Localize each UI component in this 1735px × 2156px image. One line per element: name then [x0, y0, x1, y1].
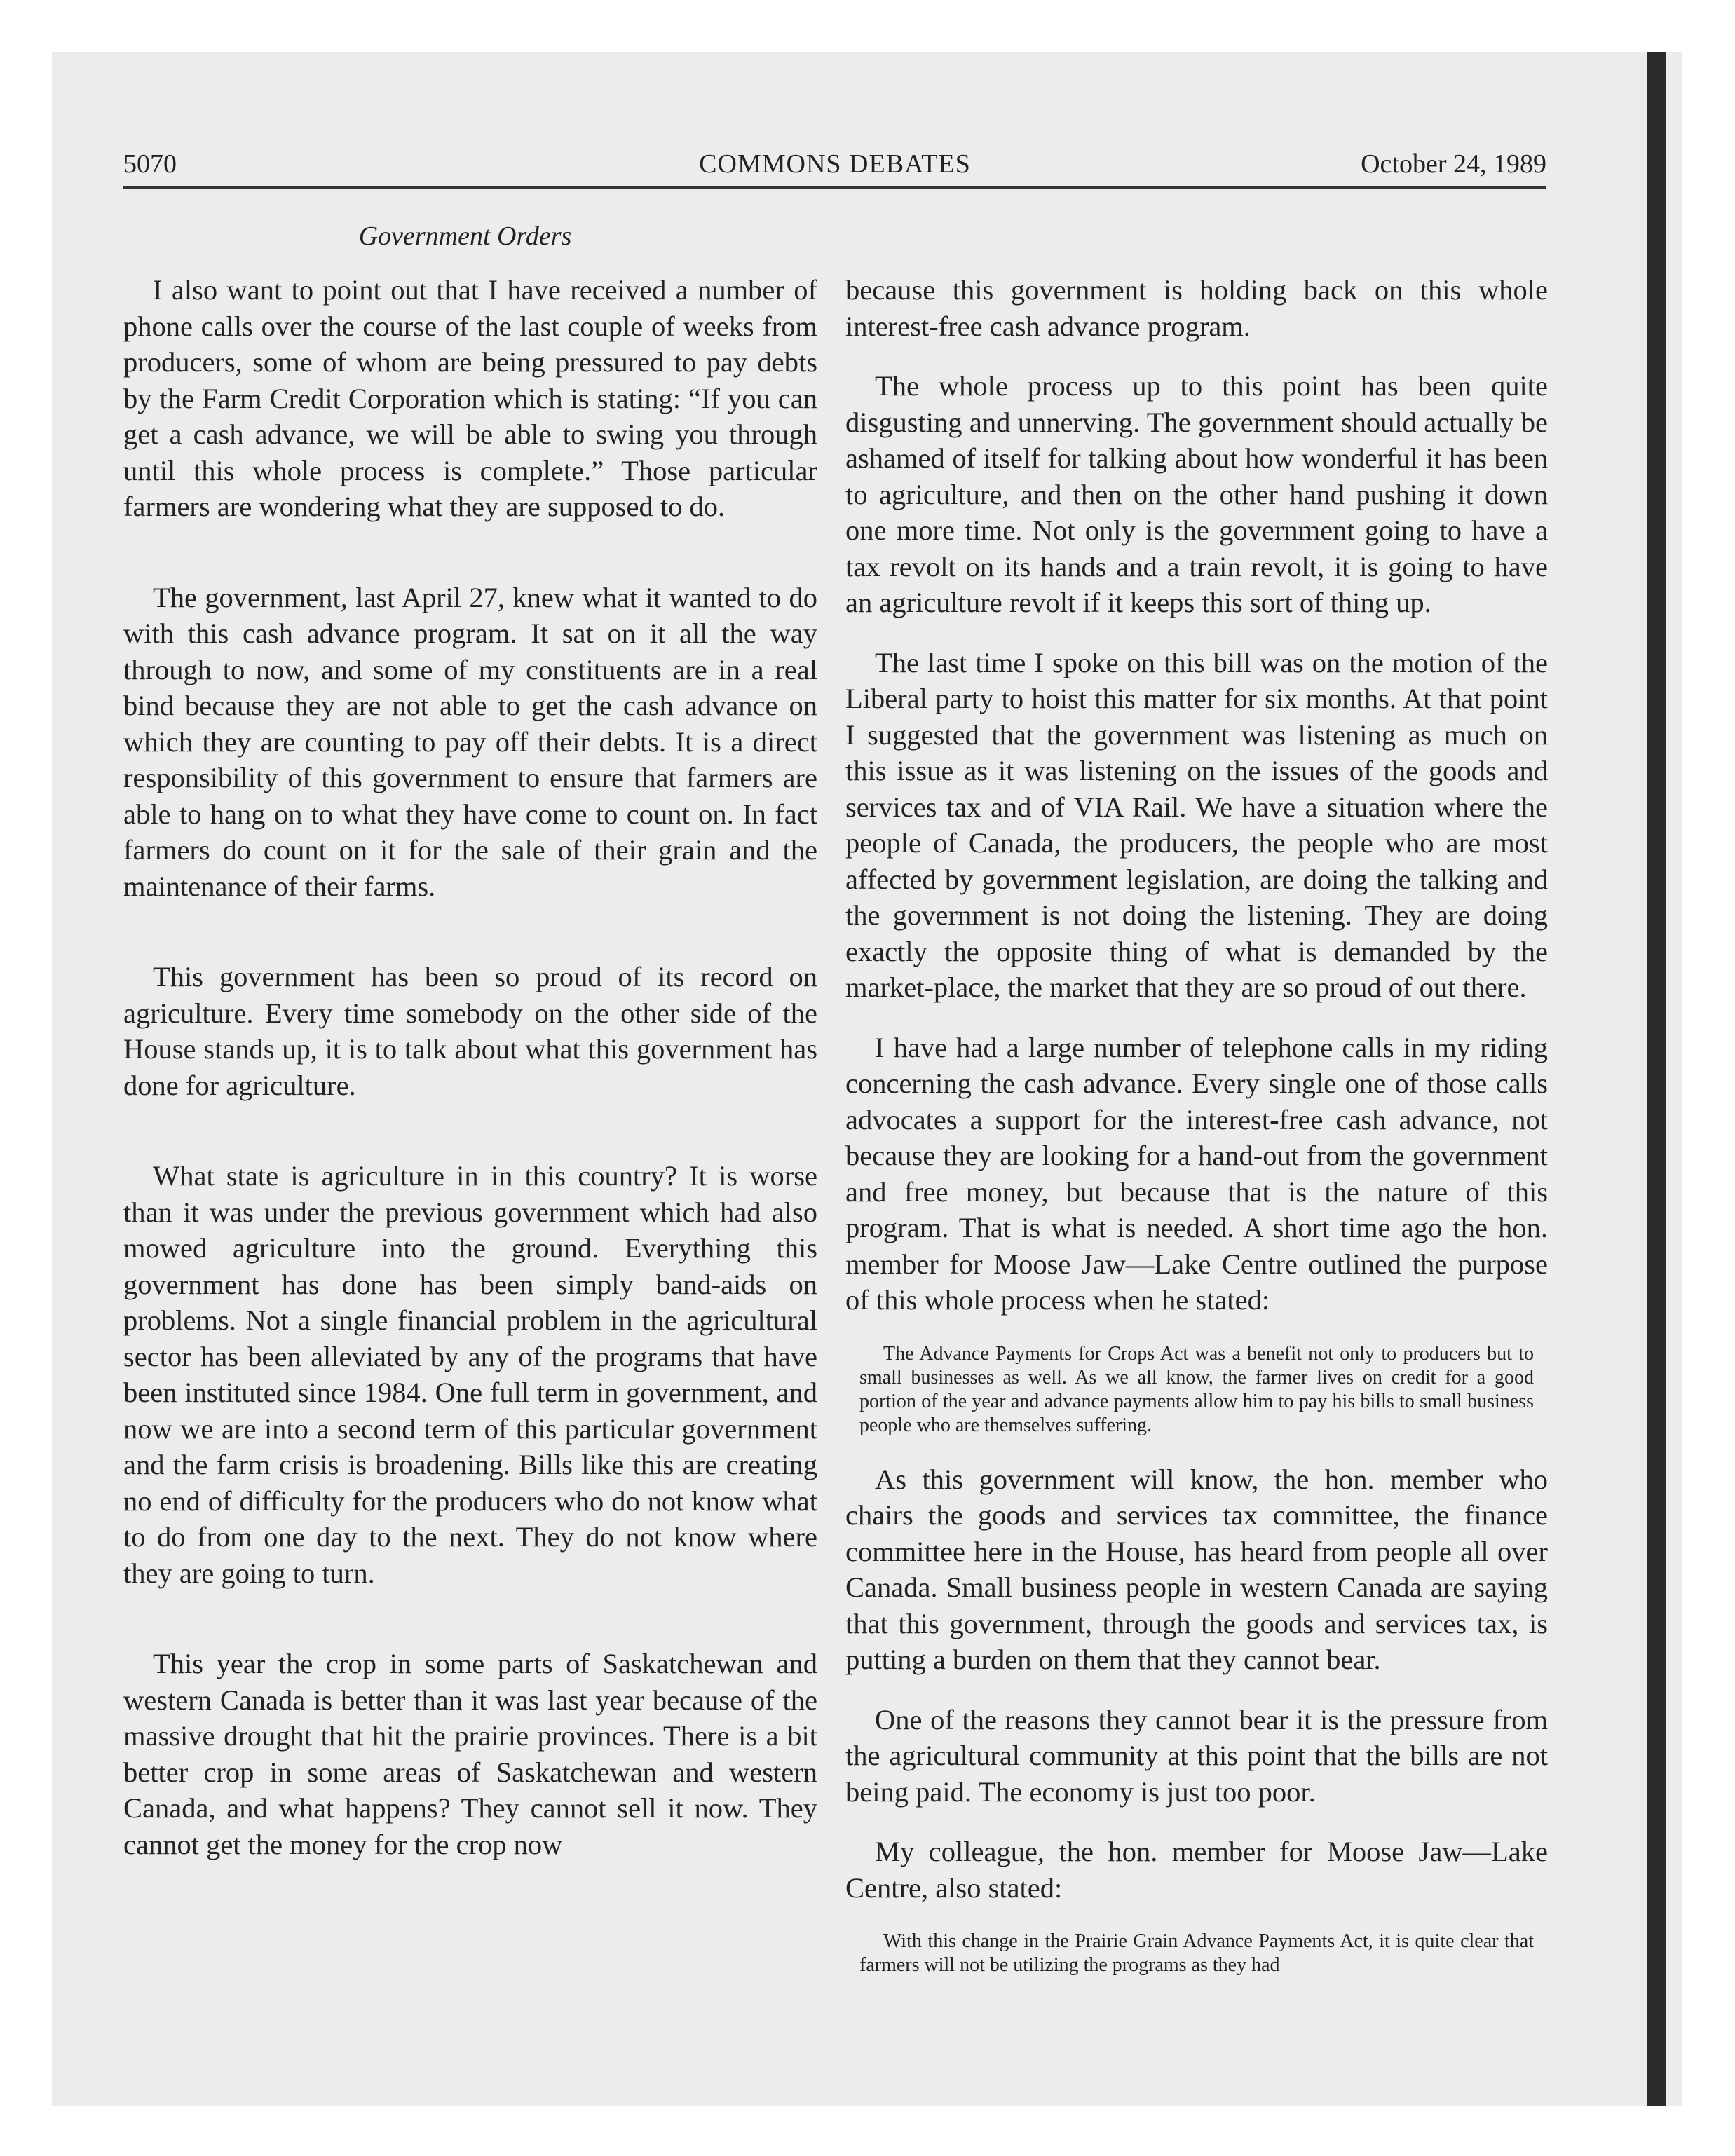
- paragraph: My colleague, the hon. member for Moose Jaw—Lake Centre, also stated:: [845, 1836, 1548, 1904]
- paragraph: The last time I spoke on this bill was on the motion of the Liberal party to hoist this matter for six months. At that point I suggested that the government was listening as much on this issue as it was listening on the issues of the goods and services tax and of VIA Rail. We have a situation where the people of Canada, the producers, the people who are most affected by government legislation, are doing the talking and the government is not doing the listening. They are doing exactly the opposite thing of what is demanded by the market-place, the market that they are so proud of out there.: [845, 646, 1548, 1003]
- paragraph: What state is agriculture in in this country? It is worse than it was under the previous government which had also mowed agriculture into the ground. Everything this government has done has been simply band-aids on problems. Not a single financial problem in the agricultural sector has been alleviated by any of the programs that have been instituted since 1984. One full term in government, and now we are into a second term of this particular government and the farm crisis is broadening. Bills like this are creating no end of difficulty for the producers who do not know what to do from one day to the next. They do not know where they are going to turn.: [123, 1160, 817, 1589]
- right-column: [845, 272, 1548, 1977]
- paragraph: The government, last April 27, knew what it wanted to do with this cash advance program. It sat on it all the way through to now, and some of my constituents are in a real bind because they are not able to get the cash advance on which they are counting to pay off their debts. It is a direct responsibility of this government to ensure that farmers are able to hang on to what they have come to count on. In fact farmers do count on it for the sale of their grain and the maintenance of their farms.: [123, 581, 817, 902]
- paragraph: I also want to point out that I have received a number of phone calls over the course of the last couple of weeks from producers, some of whom are being pressured to pay debts by the Farm Credit Corporation which is stating: “If you can get a cash advance, we will be able to swing you through until this whole process is complete.” Those particular farmers are wondering what they are supposed to do.: [123, 274, 817, 522]
- paragraph: because this government is holding back on this whole interest-free cash advance program.: [845, 274, 1548, 342]
- paragraph: This government has been so proud of its record on agriculture. Every time somebody on the other side of the House stands up, it is to talk about what this government has done for agriculture.: [123, 961, 817, 1101]
- issue-date: October 24, 1989: [1361, 149, 1546, 179]
- block-quote: The Advance Payments for Crops Act was a benefit not only to producers but to small businesses as well. As we all know, the farmer lives on credit for a good portion of the year and advance payments allow him to pay his bills to small business people who are themselves suffering.: [859, 1342, 1534, 1436]
- block-quote: With this change in the Prairie Grain Advance Payments Act, it is quite clear that farmers will not be utilizing the programs as they had: [859, 1930, 1534, 1976]
- paragraph: This year the crop in some parts of Saskatchewan and western Canada is better than it was last year because of the massive drought that hit the prairie provinces. There is a bit better crop in some areas of Saskatchewan and western Canada, and what happens? They cannot sell it now. They cannot get the money for the crop now: [123, 1648, 817, 1860]
- scan-edge-bar: [1647, 52, 1666, 2106]
- page-number: 5070: [123, 149, 177, 179]
- paragraph: One of the reasons they cannot bear it is the pressure from the agricultural community at this point that the bills are not being paid. The economy is just too poor.: [845, 1703, 1548, 1808]
- left-column: [123, 272, 817, 1862]
- paragraph: The whole process up to this point has been quite disgusting and unnerving. The government should actually be ashamed of itself for talking about how wonderful it has been to agriculture, and then on the other hand pushing it down one more time. Not only is the government going to have a tax revolt on its hands and a train revolt, it is going to have an agriculture revolt if it keeps this sort of thing up.: [845, 370, 1548, 618]
- paragraph: I have had a large number of telephone calls in my riding concerning the cash advance. Every single one of those calls advocates a support for the interest-free cash advance, not because they are looking for a hand-out from the government and free money, but because that is the nature of this program. That is what is needed. A short time ago the hon. member for Moose Jaw—Lake Centre outlined the purpose of this whole process when he stated:: [845, 1031, 1548, 1316]
- journal-title: COMMONS DEBATES: [699, 149, 971, 179]
- page-header: [123, 143, 1546, 185]
- paragraph: As this government will know, the hon. member who chairs the goods and services tax committee, the finance committee here in the House, has heard from people all over Canada. Small business people in western Canada are saying that this government, through the goods and services tax, is putting a burden on them that they cannot bear.: [845, 1463, 1548, 1675]
- header-rule: [123, 186, 1546, 189]
- section-title: Government Orders: [358, 221, 572, 251]
